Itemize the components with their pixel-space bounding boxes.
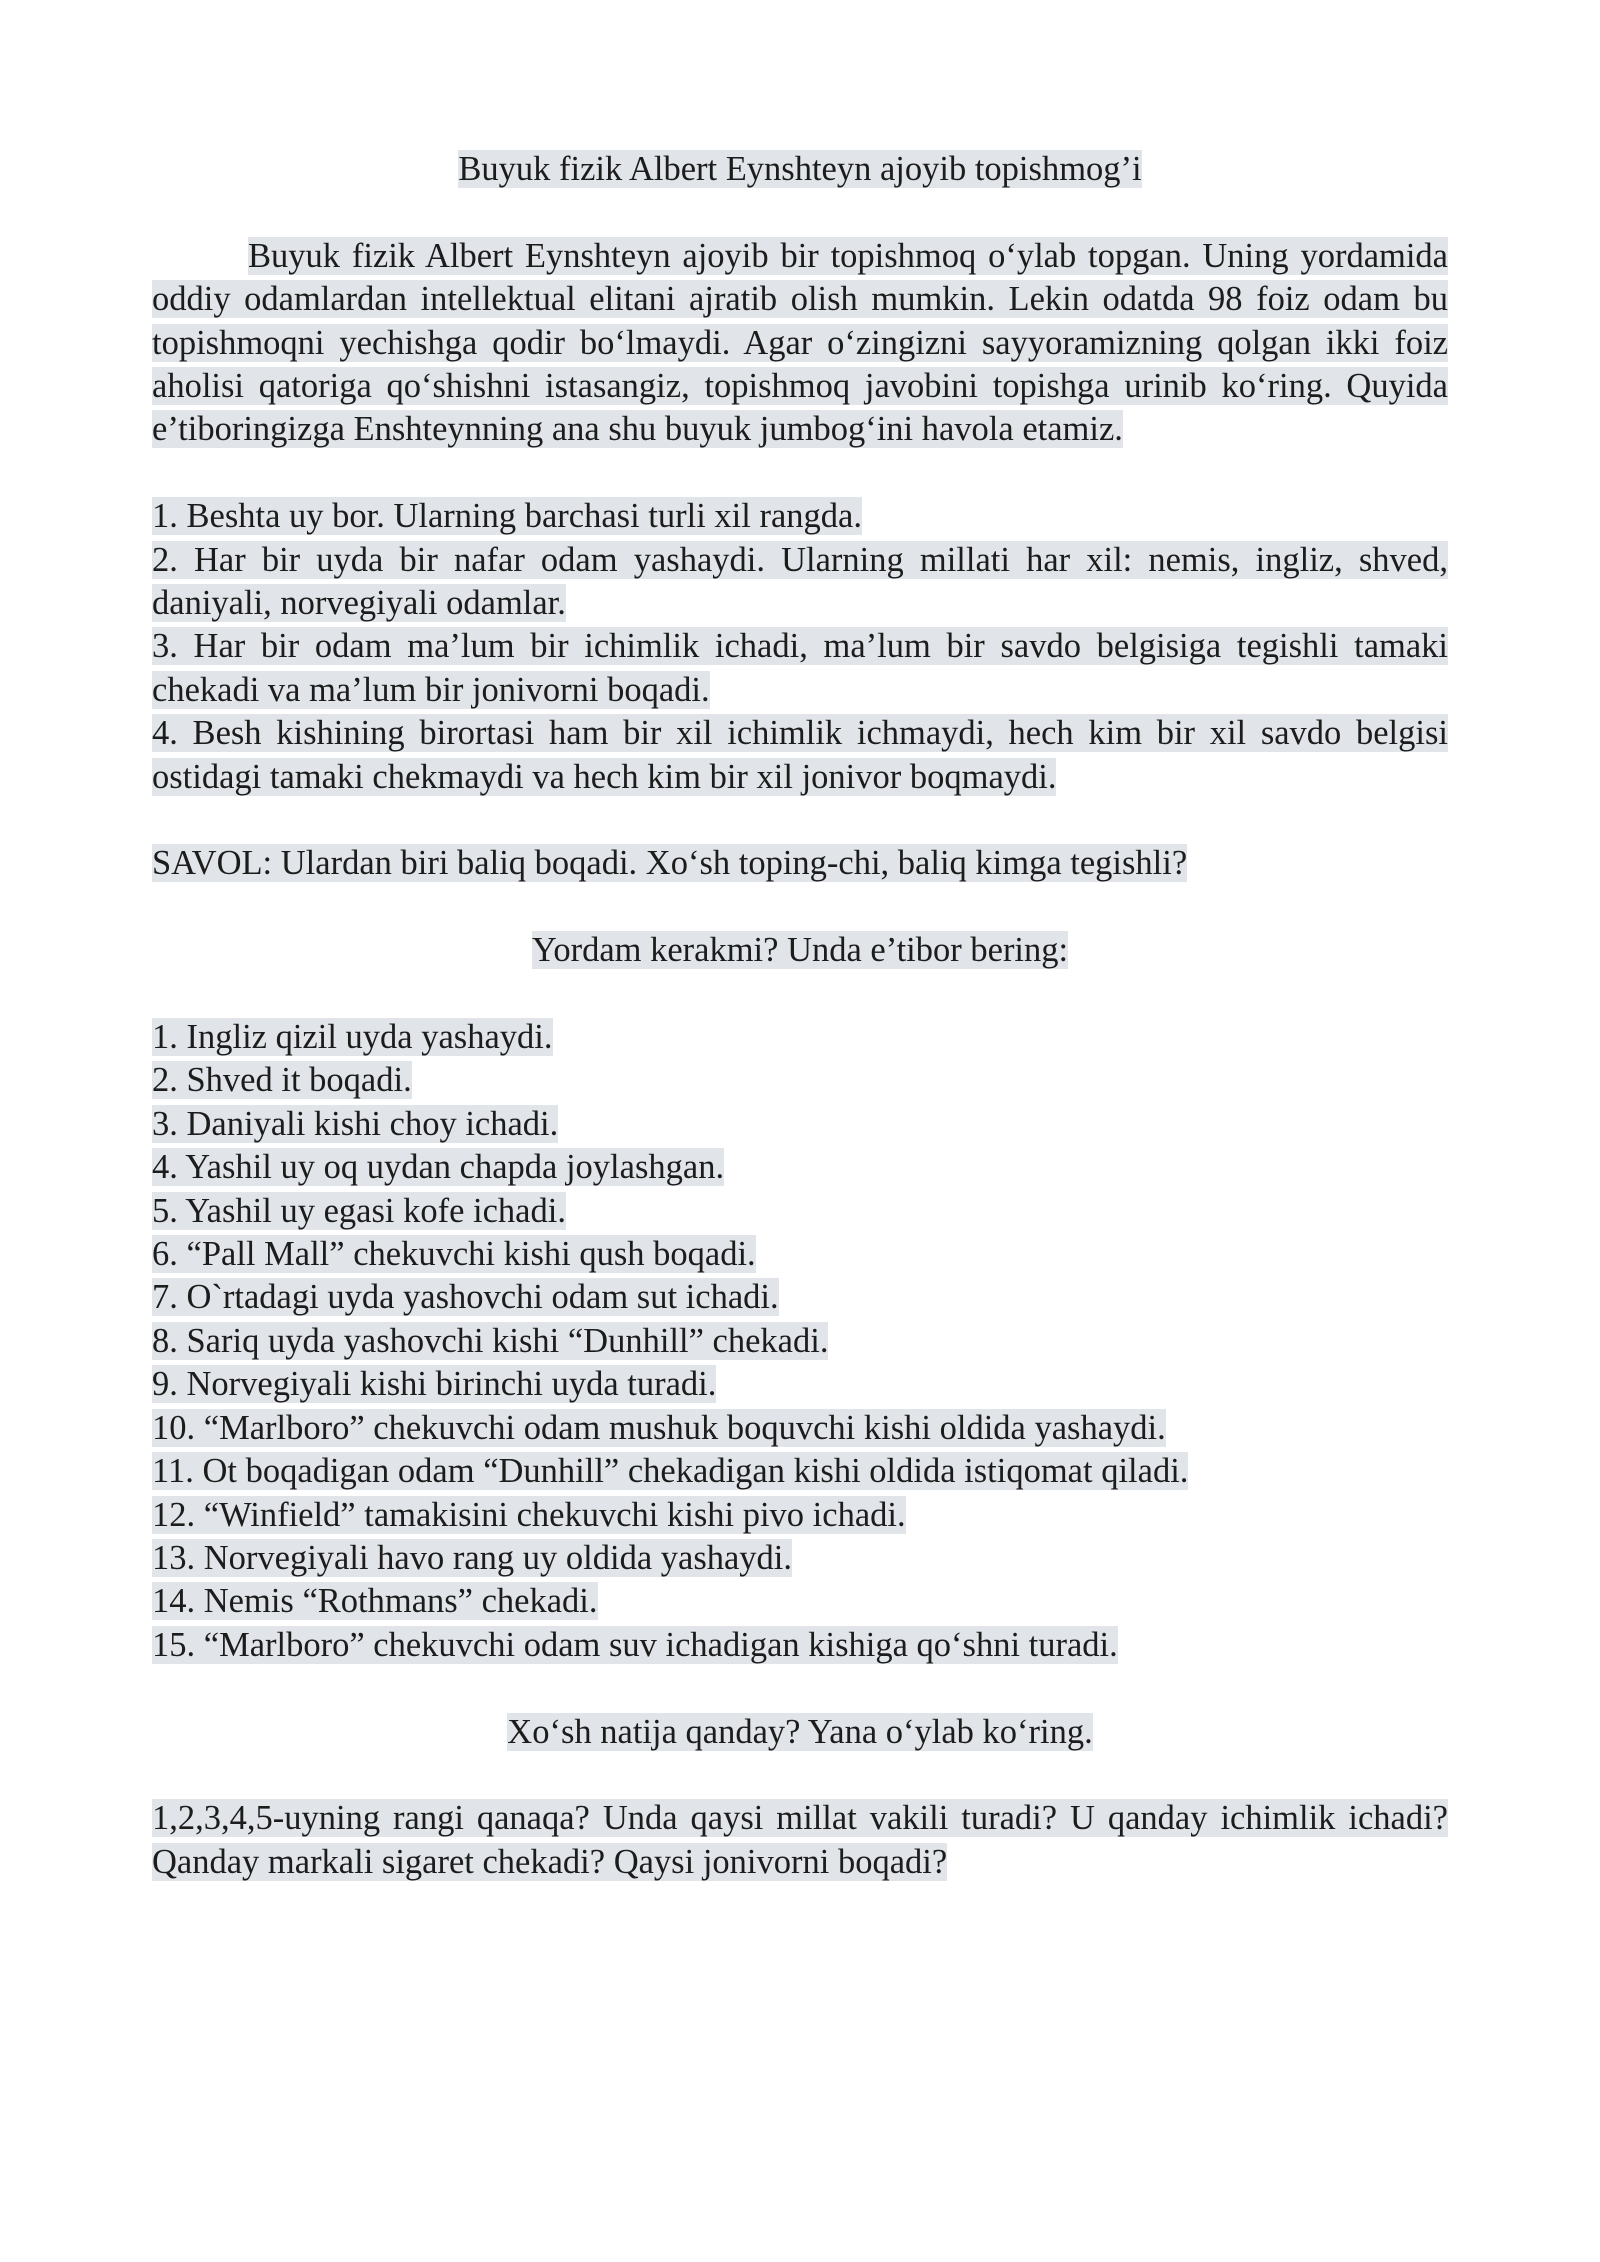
hint-item: 6. “Pall Mall” chekuvchi kishi qush boqadi.	[152, 1235, 756, 1274]
hint-item: 14. Nemis “Rothmans” chekadi.	[152, 1582, 598, 1621]
final-questions: 1,2,3,4,5-uyning rangi qanaqa? Unda qaysi millat vakili turadi? U qanday ichimlik ichadi? Qanday markali sigaret chekadi? Qaysi jonivorni boqadi?	[152, 1799, 1448, 1881]
question-line: SAVOL: Ulardan biri baliq boqadi. Xo‘sh toping-chi, baliq kimga tegishli?	[152, 844, 1188, 883]
hint-item: 8. Sariq uyda yashovchi kishi “Dunhill” chekadi.	[152, 1321, 829, 1360]
document-body	[152, 148, 1448, 1884]
result-heading: Xo‘sh natija qanday? Yana o‘ylab ko‘ring.	[507, 1712, 1093, 1751]
condition-item: 4. Besh kishining birortasi ham bir xil ichimlik ichmaydi, hech kim bir xil savdo belgisi ostidagi tamaki chekmaydi va hech kim bir xil jonivor boqmaydi.	[152, 714, 1448, 796]
condition-item: 1. Beshta uy bor. Ularning barchasi turli xil rangda.	[152, 497, 862, 536]
hint-item: 3. Daniyali kishi choy ichadi.	[152, 1104, 559, 1143]
hint-item: 7. O`rtadagi uyda yashovchi odam sut ichadi.	[152, 1278, 779, 1317]
document-title: Buyuk fizik Albert Eynshteyn ajoyib topishmog’i	[458, 150, 1142, 188]
hint-item: 1. Ingliz qizil uyda yashaydi.	[152, 1018, 553, 1057]
conditions-list	[152, 495, 1448, 799]
hint-item: 4. Yashil uy oq uydan chapda joylashgan.	[152, 1148, 725, 1187]
hint-item: 5. Yashil uy egasi kofe ichadi.	[152, 1191, 566, 1230]
hint-item: 12. “Winfield” tamakisini chekuvchi kishi pivo ichadi.	[152, 1495, 906, 1534]
condition-item: 3. Har bir odam ma’lum bir ichimlik ichadi, ma’lum bir savdo belgisiga tegishli tamaki chekadi va ma’lum bir jonivorni boqadi.	[152, 627, 1448, 709]
hints-list	[152, 1016, 1448, 1667]
condition-item: 2. Har bir uyda bir nafar odam yashaydi. Ularning millati har xil: nemis, ingliz, shved, daniyali, norvegiyali odamlar.	[152, 540, 1448, 623]
hint-item: 13. Norvegiyali havo rang uy oldida yashaydi.	[152, 1538, 793, 1577]
hint-item: 2. Shved it boqadi.	[152, 1061, 412, 1100]
hint-item: 9. Norvegiyali kishi birinchi uyda turadi.	[152, 1365, 717, 1404]
hint-item: 10. “Marlboro” chekuvchi odam mushuk boquvchi kishi oldida yashaydi.	[152, 1408, 1166, 1447]
hint-item: 11. Ot boqadigan odam “Dunhill” chekadigan kishi oldida istiqomat qiladi.	[152, 1452, 1189, 1491]
intro-paragraph: Buyuk fizik Albert Eynshteyn ajoyib bir topishmoq o‘ylab topgan. Uning yordamida oddiy odamlardan intellektual elitani ajratib olish mumkin. Lekin odatda 98 foiz odam bu topishmoqni yechishga qodir bo‘lmaydi. Agar o‘zingizni sayyoramizning qolgan ikki foiz aholisi qatoriga qo‘shishni istasangiz, topishmoq javobini topishga urinib ko‘ring. Quyida e’tiboringizga Enshteynning ana shu buyuk jumbog‘ini havola etamiz.	[152, 236, 1448, 449]
hint-item: 15. “Marlboro” chekuvchi odam suv ichadigan kishiga qo‘shni turadi.	[152, 1625, 1118, 1664]
hint-heading: Yordam kerakmi? Unda e’tibor bering:	[531, 931, 1069, 970]
